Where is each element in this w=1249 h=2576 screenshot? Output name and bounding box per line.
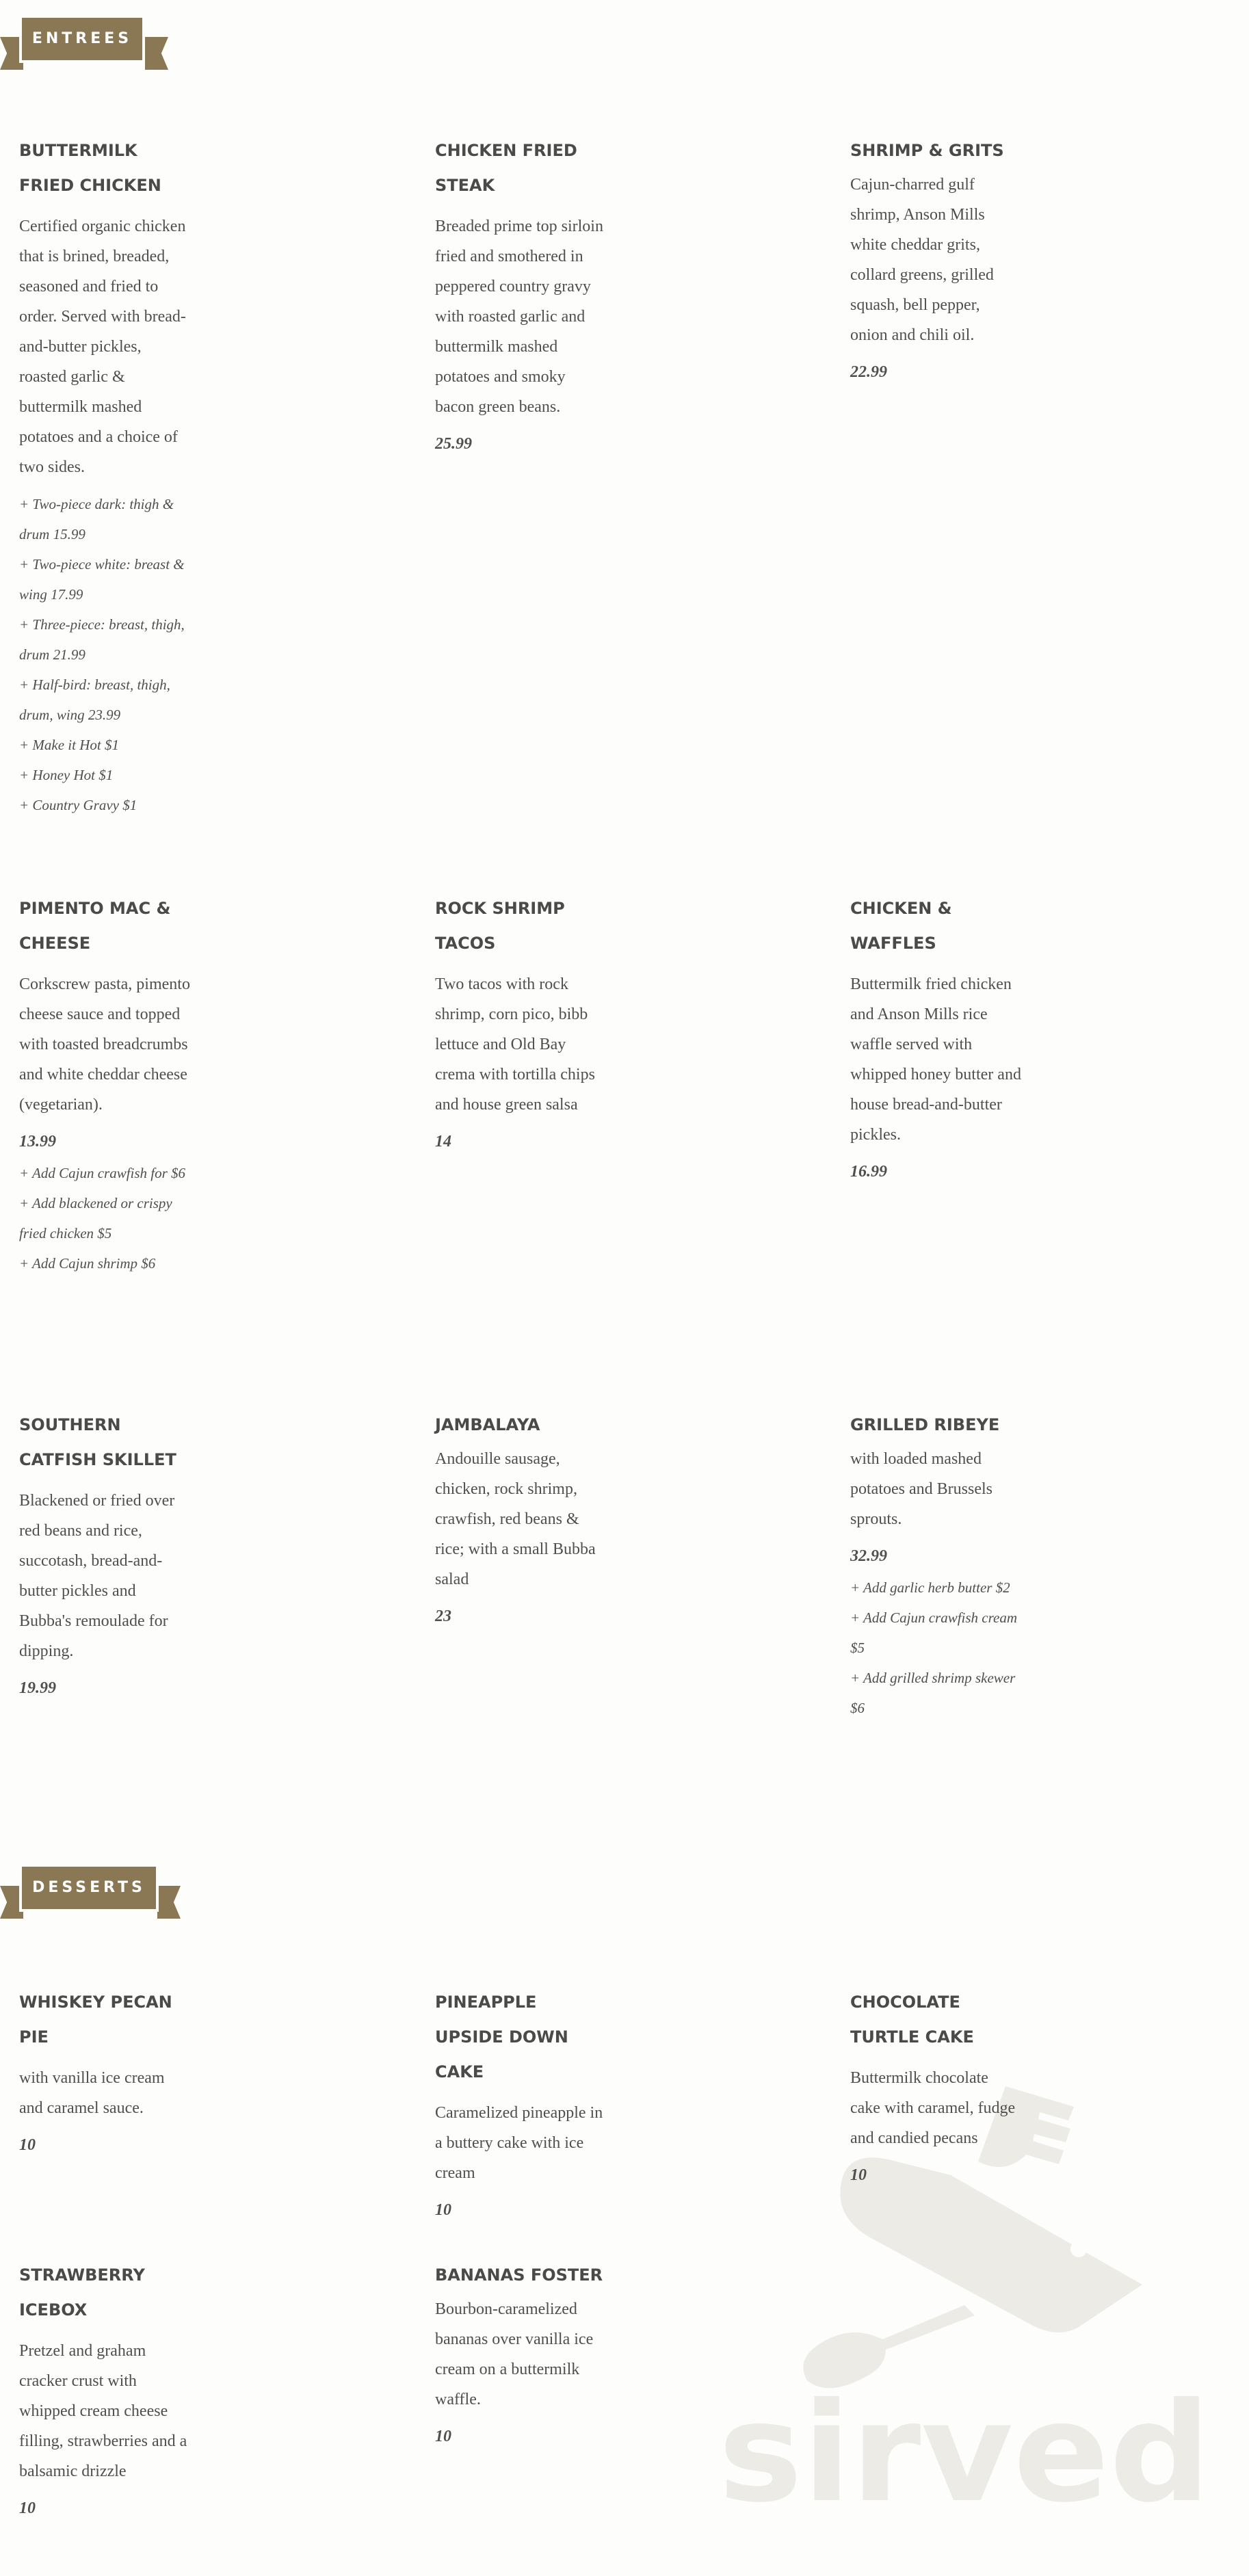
item-name: STRAWBERRY ICEBOX	[19, 2265, 145, 2319]
watermark-text: sirved	[718, 2374, 1211, 2524]
desserts-banner-label: DESSERTS	[19, 1864, 159, 1912]
item-price: 10	[850, 2166, 867, 2184]
item-addon: + Two-piece dark: thigh & drum 15.99	[19, 496, 174, 542]
menu-item-bananas-foster	[435, 2258, 606, 2453]
item-description: Blackened or fried over red beans and rice, succotash, bread-and-butter pickles and Bubba's remoulade for dipping.	[19, 1492, 175, 1660]
item-name: GRILLED RIBEYE	[850, 1415, 1000, 1434]
menu-item-shrimp-and-grits	[850, 133, 1021, 389]
menu-item-chicken-and-waffles	[850, 891, 1021, 1188]
item-description: Breaded prime top sirloin fried and smothered in peppered country gravy with roasted garlic and buttermilk mashed potatoes and smoky bacon green beans.	[435, 218, 603, 416]
item-description: Certified organic chicken that is brined, breaded, seasoned and fried to order. Served with bread-and-butter pickles, roasted garlic & buttermilk mashed potatoes and a choice of two sides.	[19, 218, 186, 476]
item-description: Andouille sausage, chicken, rock shrimp, crawfish, red beans & rice; with a small Bubba salad	[435, 1450, 596, 1588]
item-addon: + Add grilled shrimp skewer $6	[850, 1670, 1016, 1716]
item-price: 16.99	[850, 1163, 887, 1181]
item-name: PINEAPPLE UPSIDE DOWN CAKE	[435, 1993, 568, 2081]
item-description: with vanilla ice cream and caramel sauce.	[19, 2069, 165, 2117]
item-name: WHISKEY PECAN PIE	[19, 1993, 172, 2047]
item-price: 10	[19, 2136, 36, 2154]
item-description: Buttermilk chocolate cake with caramel, fudge and candied pecans	[850, 2069, 1016, 2147]
item-description: with loaded mashed potatoes and Brussels sprouts.	[850, 1450, 992, 1528]
menu-item-chocolate-turtle-cake	[850, 1985, 1021, 2192]
item-addon: + Add garlic herb butter $2	[850, 1579, 1010, 1596]
menu-item-chicken-fried-steak	[435, 133, 606, 460]
menu-item-whiskey-pecan-pie	[19, 1985, 190, 2161]
item-addon: + Half-bird: breast, thigh, drum, wing 23.99	[19, 676, 170, 723]
entrees-banner	[0, 15, 168, 70]
menu-item-rock-shrimp-tacos	[435, 891, 606, 1158]
item-name: ROCK SHRIMP TACOS	[435, 899, 565, 953]
menu-item-buttermilk-fried-chicken	[19, 133, 190, 820]
item-price: 14	[435, 1133, 451, 1151]
entrees-banner-label: ENTREES	[19, 15, 145, 63]
item-addon: + Country Gravy $1	[19, 797, 137, 813]
menu-item-jambalaya	[435, 1408, 606, 1633]
item-description: Cajun-charred gulf shrimp, Anson Mills white cheddar grits, collard greens, grilled squash, bell pepper, onion and chili oil.	[850, 176, 994, 344]
item-price: 32.99	[850, 1547, 887, 1565]
item-price: 10	[435, 2428, 451, 2445]
item-price: 22.99	[850, 363, 887, 381]
item-name: BANANAS FOSTER	[435, 2265, 603, 2285]
item-description: Two tacos with rock shrimp, corn pico, bibb lettuce and Old Bay crema with tortilla chips and house green salsa	[435, 975, 595, 1114]
item-name: CHOCOLATE TURTLE CAKE	[850, 1993, 974, 2047]
item-description: Pretzel and graham cracker crust with whipped cream cheese filling, strawberries and a balsamic drizzle	[19, 2342, 187, 2480]
item-addon: + Three-piece: breast, thigh, drum 21.99	[19, 616, 185, 663]
item-name: SHRIMP & GRITS	[850, 141, 1004, 160]
item-name: CHICKEN & WAFFLES	[850, 899, 952, 953]
item-name: BUTTERMILK FRIED CHICKEN	[19, 141, 161, 195]
item-addon: + Add Cajun shrimp $6	[19, 1255, 156, 1272]
item-addon: + Honey Hot $1	[19, 767, 114, 783]
item-price: 25.99	[435, 435, 472, 453]
item-price: 10	[19, 2499, 36, 2517]
item-addon: + Add Cajun crawfish for $6	[19, 1165, 186, 1181]
desserts-banner	[0, 1864, 181, 1919]
menu-item-strawberry-icebox	[19, 2258, 190, 2525]
item-price: 10	[435, 2201, 451, 2219]
item-addon: + Two-piece white: breast & wing 17.99	[19, 556, 185, 603]
menu-item-pineapple-upside-down-cake	[435, 1985, 606, 2226]
item-addon: + Add Cajun crawfish cream $5	[850, 1609, 1018, 1656]
menu-item-pimento-mac-and-cheese	[19, 891, 190, 1278]
item-name: CHICKEN FRIED STEAK	[435, 141, 577, 195]
item-name: JAMBALAYA	[435, 1415, 540, 1434]
item-addon: + Add blackened or crispy fried chicken $5	[19, 1195, 172, 1241]
item-description: Bourbon-caramelized bananas over vanilla ice cream on a buttermilk waffle.	[435, 2300, 594, 2408]
menu-item-southern-catfish-skillet	[19, 1408, 190, 1705]
item-name: PIMENTO MAC & CHEESE	[19, 899, 171, 953]
item-price: 23	[435, 1607, 451, 1625]
item-description: Caramelized pineapple in a buttery cake with ice cream	[435, 2104, 603, 2182]
item-addon: + Make it Hot $1	[19, 737, 119, 753]
item-description: Corkscrew pasta, pimento cheese sauce and topped with toasted breadcrumbs and white cheddar cheese (vegetarian).	[19, 975, 190, 1114]
menu-item-grilled-ribeye	[850, 1408, 1021, 1723]
item-description: Buttermilk fried chicken and Anson Mills rice waffle served with whipped honey butter and house bread-and-butter pickles.	[850, 975, 1021, 1144]
item-name: SOUTHERN CATFISH SKILLET	[19, 1415, 176, 1469]
item-price: 19.99	[19, 1679, 56, 1697]
item-price: 13.99	[19, 1133, 56, 1151]
